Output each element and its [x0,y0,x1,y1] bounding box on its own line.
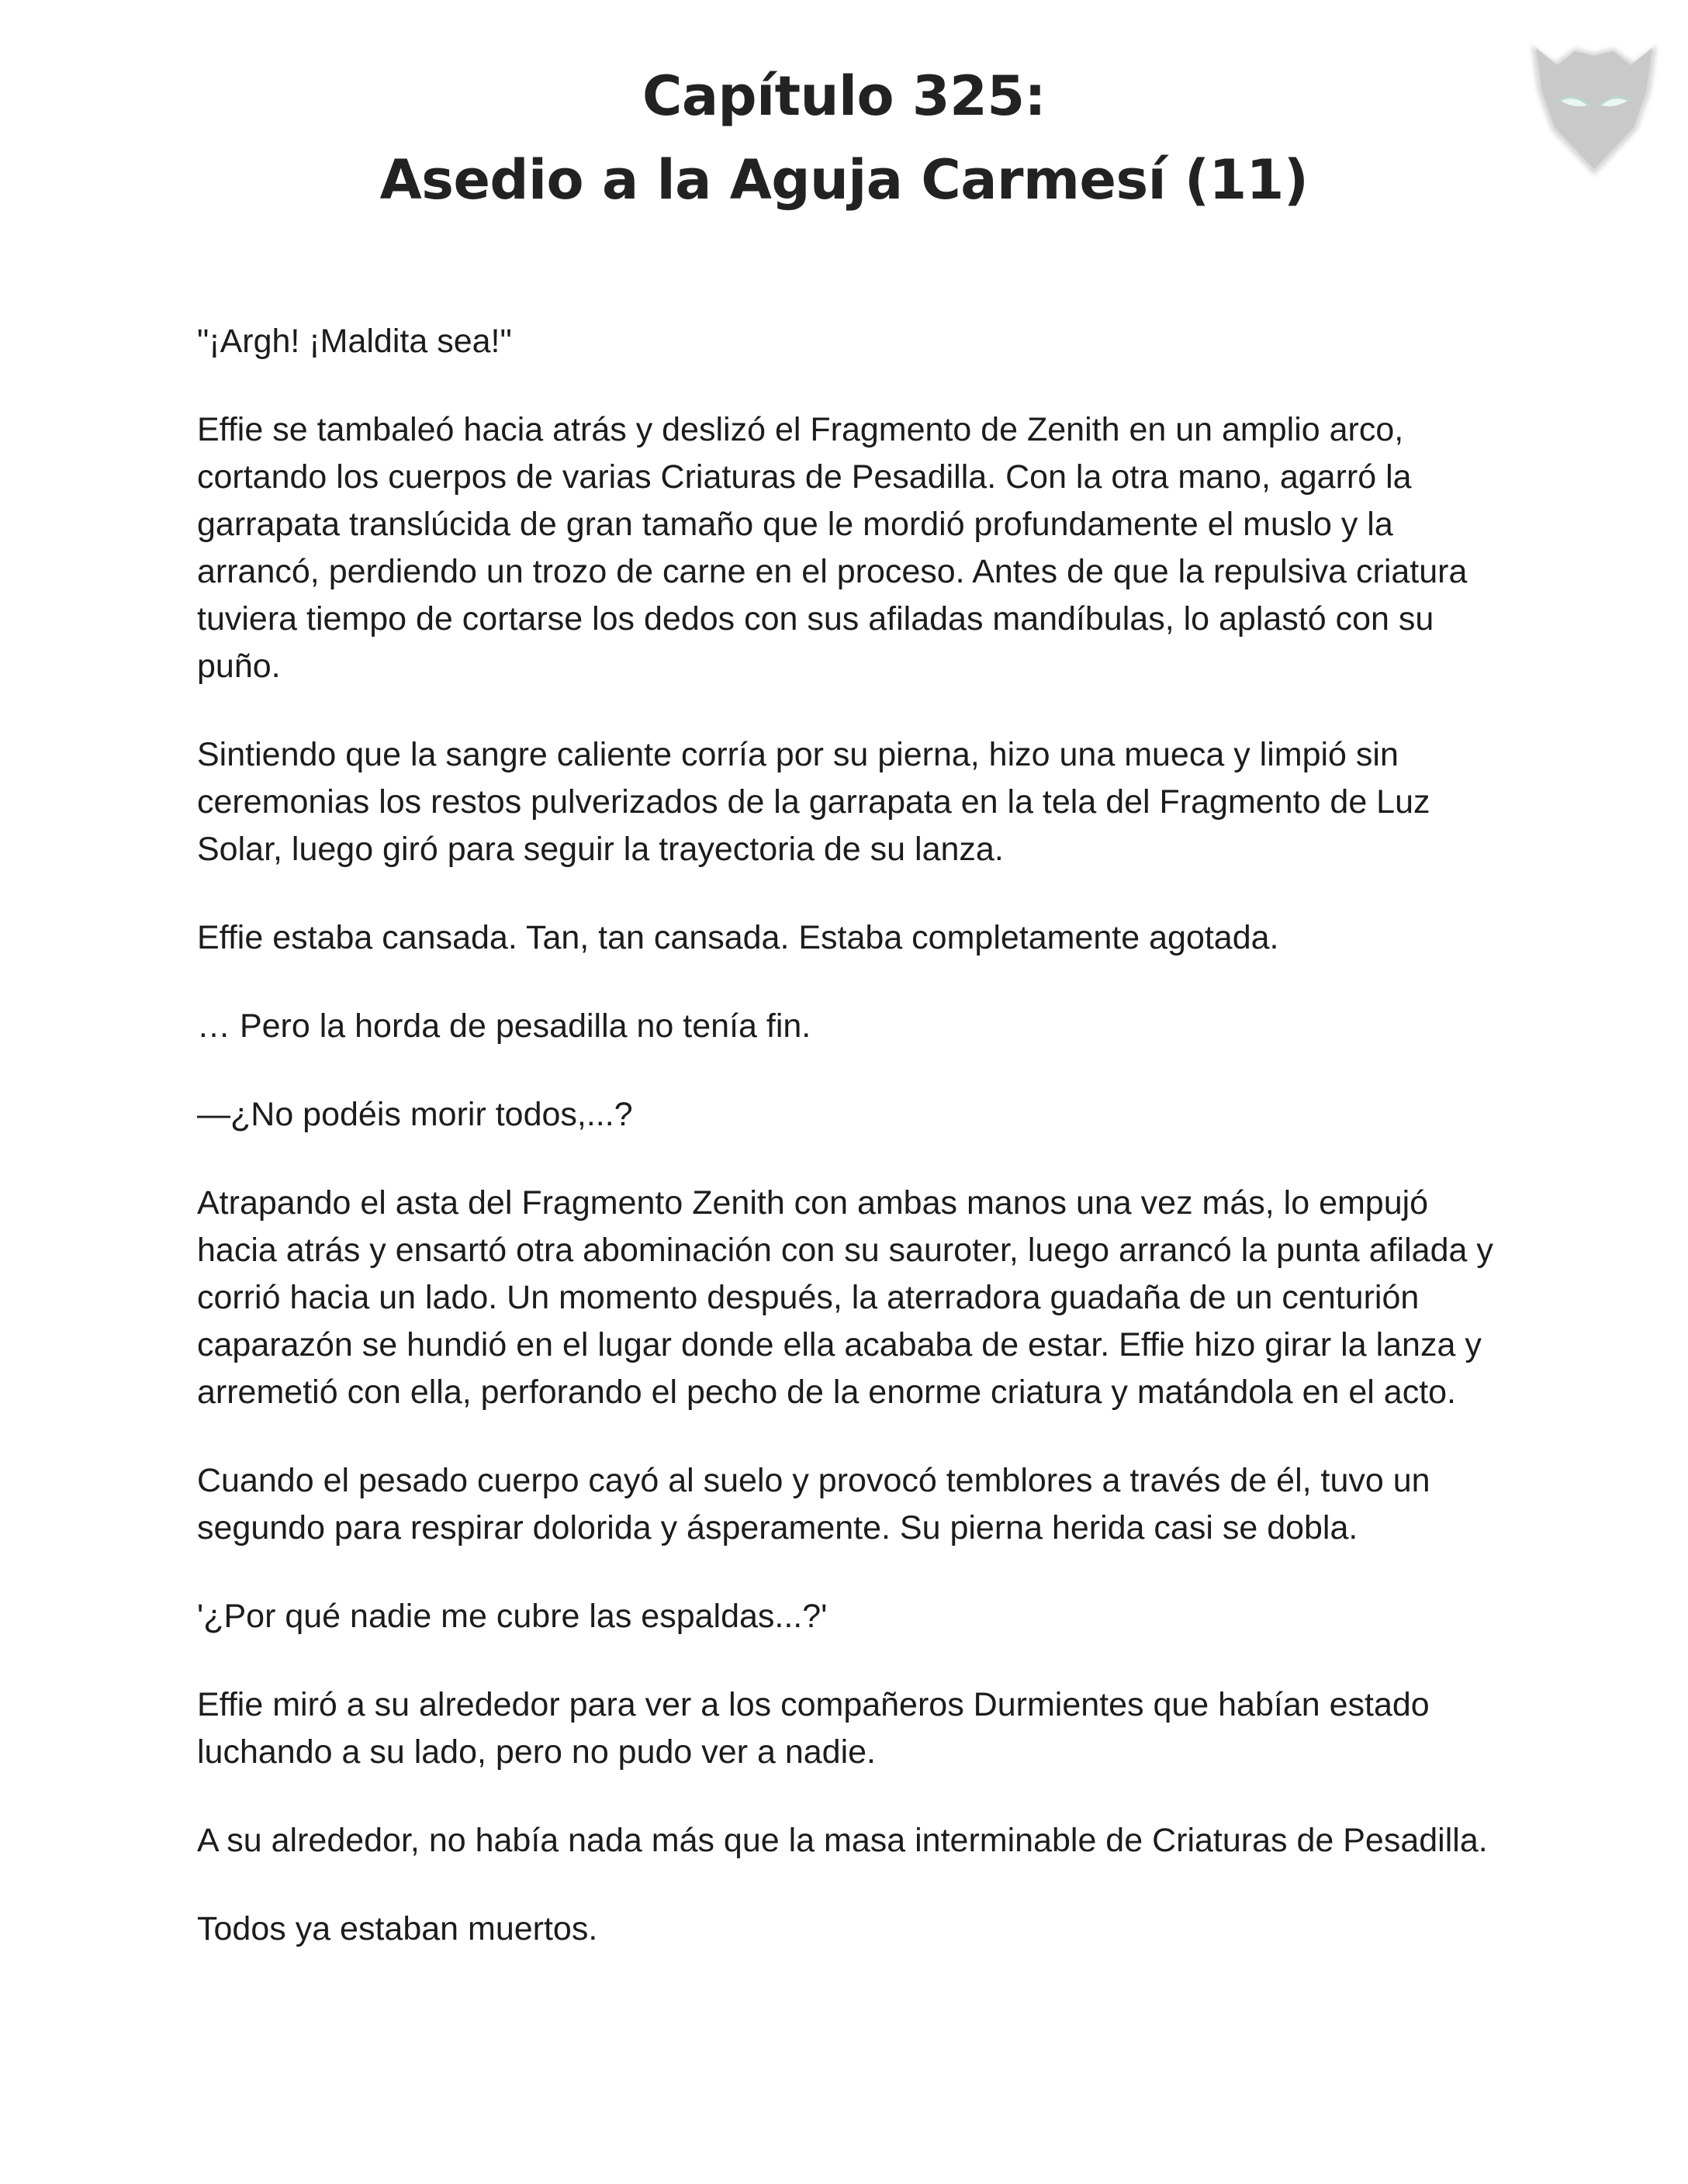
paragraph: Effie estaba cansada. Tan, tan cansada. Estaba completamente agotada. [197,919,1279,956]
chapter-body [197,318,1516,1994]
paragraph: Sintiendo que la sangre caliente corría por su pierna, hizo una mueca y limpió sin ceremonias los restos pulverizados de la garrapata en la tela del Fragmento de Luz Solar, luego giró para seguir la trayectoria de su lanza. [197,736,1430,868]
paragraph: '¿Por qué nadie me cubre las espaldas...?' [197,1598,828,1635]
paragraph: Todos ya estaban muertos. [197,1910,598,1947]
paragraph: A su alrededor, no había nada más que la masa interminable de Criaturas de Pesadilla. [197,1822,1488,1859]
chapter-title-name: Asedio a la Aguja Carmesí (11) [379,148,1309,212]
paragraph: Cuando el pesado cuerpo cayó al suelo y provocó temblores a través de él, tuvo un segundo para respirar dolorida y ásperamente. Su pierna herida casi se dobla. [197,1462,1430,1546]
chapter-title [0,54,1688,222]
paragraph: —¿No podéis morir todos,...? [197,1096,633,1133]
chapter-title-number: Capítulo 325: [642,64,1046,128]
demon-head-logo-icon [1520,14,1668,185]
paragraph: "¡Argh! ¡Maldita sea!" [197,323,512,360]
paragraph: Effie se tambaleó hacia atrás y deslizó el Fragmento de Zenith en un amplio arco, cortando los cuerpos de varias Criaturas de Pesadilla. Con la otra mano, agarró la garrapata translúcida de gran tamaño que le mordió profundamente el muslo y la arrancó, perdiendo un trozo de carne en el proceso. Antes de que la repulsiva criatura tuviera tiempo de cortarse los dedos con sus afiladas mandíbulas, lo aplastó con su puño. [197,411,1468,685]
paragraph: Effie miró a su alrededor para ver a los compañeros Durmientes que habían estado luchando a su lado, pero no pudo ver a nadie. [197,1686,1430,1771]
paragraph: Atrapando el asta del Fragmento Zenith con ambas manos una vez más, lo empujó hacia atrás y ensartó otra abominación con su sauroter, luego arrancó la punta afilada y corrió hacia un lado. Un momento después, la aterradora guadaña de un centurión caparazón se hundió en el lugar donde ella acababa de estar. Effie hizo girar la lanza y arremetió con ella, perforando el pecho de la enorme criatura y matándola en el acto. [197,1184,1493,1411]
paragraph: … Pero la horda de pesadilla no tenía fin. [197,1007,811,1045]
